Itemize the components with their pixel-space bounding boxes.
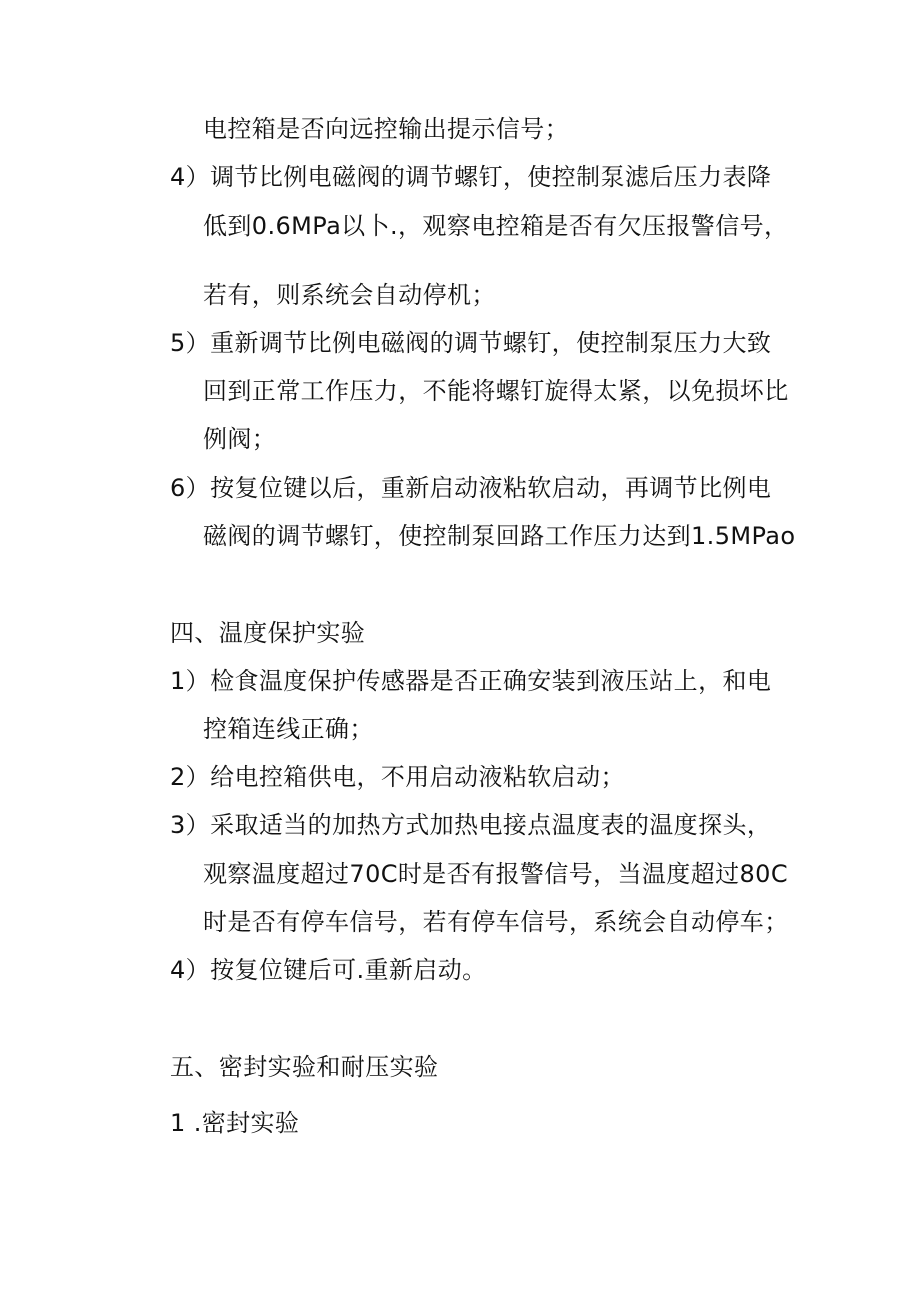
list-item-4: 4）调节比例电磁阀的调节螺钉，使控制泵滤后压力表降 (170, 163, 772, 191)
text-line: 观察温度超过70C时是否有报警信号，当温度超过80C (203, 860, 788, 888)
list-item-2: 2）给电控箱供电，不用启动液粘软启动； (170, 763, 625, 791)
text-line: 时是否有停车信号，若有停车信号，系统会自动停车； (203, 908, 789, 936)
text-line: 若有，则系统会自动停机； (203, 281, 496, 309)
list-item-6: 6）按复位键以后，重新启动液粘软启动，再调节比例电 (170, 474, 772, 502)
list-item-5: 5）重新调节比例电磁阀的调节螺钉，使控制泵压力大致 (170, 329, 772, 357)
list-item-4: 4）按复位键后可.重新启动。 (170, 956, 487, 984)
list-item-3: 3）采取适当的加热方式加热电接点温度表的温度探头， (170, 811, 772, 839)
text-line: 控箱连线正确； (203, 715, 374, 743)
text-line: 低到0.6MPa以卜.，观察电控箱是否有欠压报警信号， (203, 212, 789, 240)
text-line: 磁阀的调节螺钉，使控制泵回路工作压力达到1.5MPao (203, 522, 796, 550)
text-line: 电控箱是否向远控输出提示信号； (203, 115, 569, 143)
text-line: 回到正常工作压力，不能将螺钉旋得太紧，以免损坏比 (203, 377, 789, 405)
text-line: 例阀； (203, 425, 277, 453)
subsection-heading: 1 .密封实验 (170, 1109, 300, 1137)
section-heading: 四、温度保护实验 (170, 619, 366, 647)
section-heading: 五、密封实验和耐压实验 (170, 1053, 439, 1081)
list-item-1: 1）检食温度保护传感器是否正确安装到液压站上，和电 (170, 667, 772, 695)
